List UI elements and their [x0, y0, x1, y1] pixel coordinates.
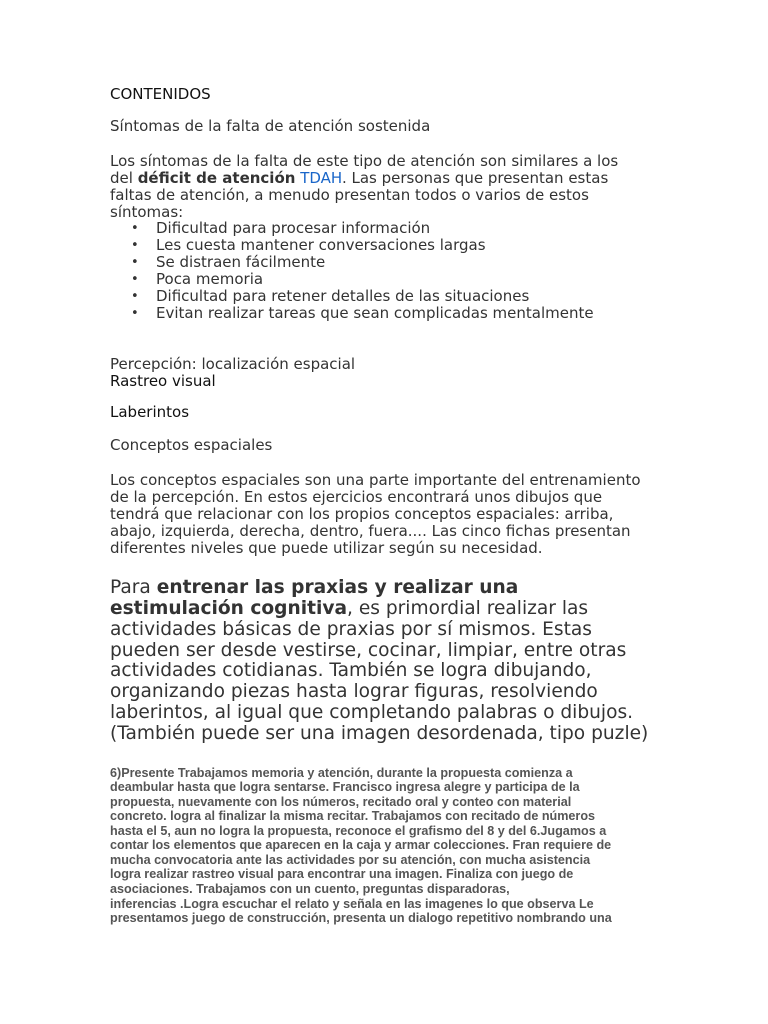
note-line: hasta el 5, aun no logra la propuesta, reconoce el grafismo del 8 y del 6.Jugamos a [110, 824, 607, 838]
intro-line-1: Los síntomas de la falta de este tipo de atención son similares a los [110, 152, 619, 170]
intro-text-cont: . Las personas que presentan estas [341, 169, 609, 187]
note-line: concreto. logra al finalizar la misma recitar. Trabajamos con recitado de números [110, 809, 596, 823]
praxis-line: actividades básicas de praxias por sí mismos. Estas [110, 619, 592, 640]
intro-line-2 [110, 170, 608, 187]
bold-term-attention-deficit: déficit de atención [137, 169, 296, 187]
list-item [110, 305, 594, 322]
note-line: deambular hasta que logra sentarse. Francisco ingresa alegre y participa de la [110, 780, 580, 794]
note-line: mucha convocatoria ante las actividades por su atención, con mucha asistencia [110, 853, 591, 867]
praxis-line: pueden ser desde vestirse, cocinar, limpiar, entre otras [110, 640, 627, 661]
bold-phrase-praxis: entrenar las praxias y realizar una [156, 577, 519, 598]
bullet-icon: • [131, 289, 139, 304]
bullet-icon: • [131, 272, 139, 287]
praxis-line: (También puede ser una imagen desordenada, tipo puzle) [110, 723, 649, 744]
praxis-line: laberintos, al igual que completando palabras o dibujos. [110, 702, 634, 723]
praxis-text: Para [110, 577, 157, 598]
section-title-perception: Percepción: localización espacial [110, 355, 356, 373]
section-title-spatial: Conceptos espaciales [110, 436, 273, 454]
note-line: inferencias .Logra escuchar el relato y señala en las imagenes lo que observa Le [110, 897, 594, 911]
list-item-text: Poca memoria [156, 270, 264, 288]
list-item [110, 254, 594, 271]
list-item [110, 271, 594, 288]
list-item-text: Se distraen fácilmente [156, 253, 326, 271]
list-item [110, 288, 594, 305]
section-title-symptoms: Síntomas de la falta de atención sostenida [110, 117, 431, 135]
intro-line-4: síntomas: [110, 203, 184, 221]
spatial-line: abajo, izquierda, derecha, dentro, fuera.... Las cinco fichas presentan [110, 522, 631, 540]
spatial-line: Los conceptos espaciales son una parte importante del entrenamiento [110, 471, 641, 489]
praxis-line-1 [110, 578, 518, 599]
page-heading: CONTENIDOS [110, 85, 211, 103]
note-line: presentamos juego de construcción, presenta un dialogo repetitivo nombrando una [110, 911, 612, 925]
bullet-icon: • [131, 221, 139, 236]
note-line: propuesta, nuevamente con los números, recitado oral y conteo con material [110, 795, 572, 809]
bullet-icon: • [131, 255, 139, 270]
note-line: logra realizar rastreo visual para encontrar una imagen. Finaliza con juego de [110, 867, 574, 881]
list-item-text: Evitan realizar tareas que sean complicadas mentalmente [156, 304, 594, 322]
intro-text: del [110, 169, 138, 187]
spatial-line: diferentes niveles que puede utilizar según su necesidad. [110, 539, 543, 557]
bold-phrase-stimulation: estimulación cognitiva [110, 598, 347, 619]
bullet-icon: • [131, 306, 139, 321]
subtitle-mazes: Laberintos [110, 403, 190, 421]
praxis-line: organizando piezas hasta lograr figuras, resolviendo [110, 681, 598, 702]
symptom-list [110, 220, 594, 322]
intro-line-3: faltas de atención, a menudo presentan todos o varios de estos [110, 186, 589, 204]
list-item [110, 237, 594, 254]
list-item-text: Les cuesta mantener conversaciones largas [156, 236, 486, 254]
praxis-line-2 [110, 599, 588, 620]
list-item-text: Dificultad para procesar información [156, 219, 431, 237]
tdah-link[interactable]: TDAH [300, 169, 342, 187]
note-line: 6)Presente Trabajamos memoria y atención, durante la propuesta comienza a [110, 766, 573, 780]
note-line: contar los elementos que aparecen en la caja y armar colecciones. Fran requiere de [110, 838, 612, 852]
bullet-icon: • [131, 238, 139, 253]
list-item [110, 220, 594, 237]
list-item-text: Dificultad para retener detalles de las situaciones [156, 287, 530, 305]
spatial-line: de la percepción. En estos ejercicios encontrará unos dibujos que [110, 488, 603, 506]
spatial-line: tendrá que relacionar con los propios conceptos espaciales: arriba, [110, 505, 614, 523]
praxis-text: , es primordial realizar las [347, 598, 589, 619]
note-line: asociaciones. Trabajamos con un cuento, preguntas disparadoras, [110, 882, 510, 896]
praxis-line: actividades cotidianas. También se logra dibujando, [110, 660, 592, 681]
subtitle-visual-tracking: Rastreo visual [110, 372, 216, 390]
